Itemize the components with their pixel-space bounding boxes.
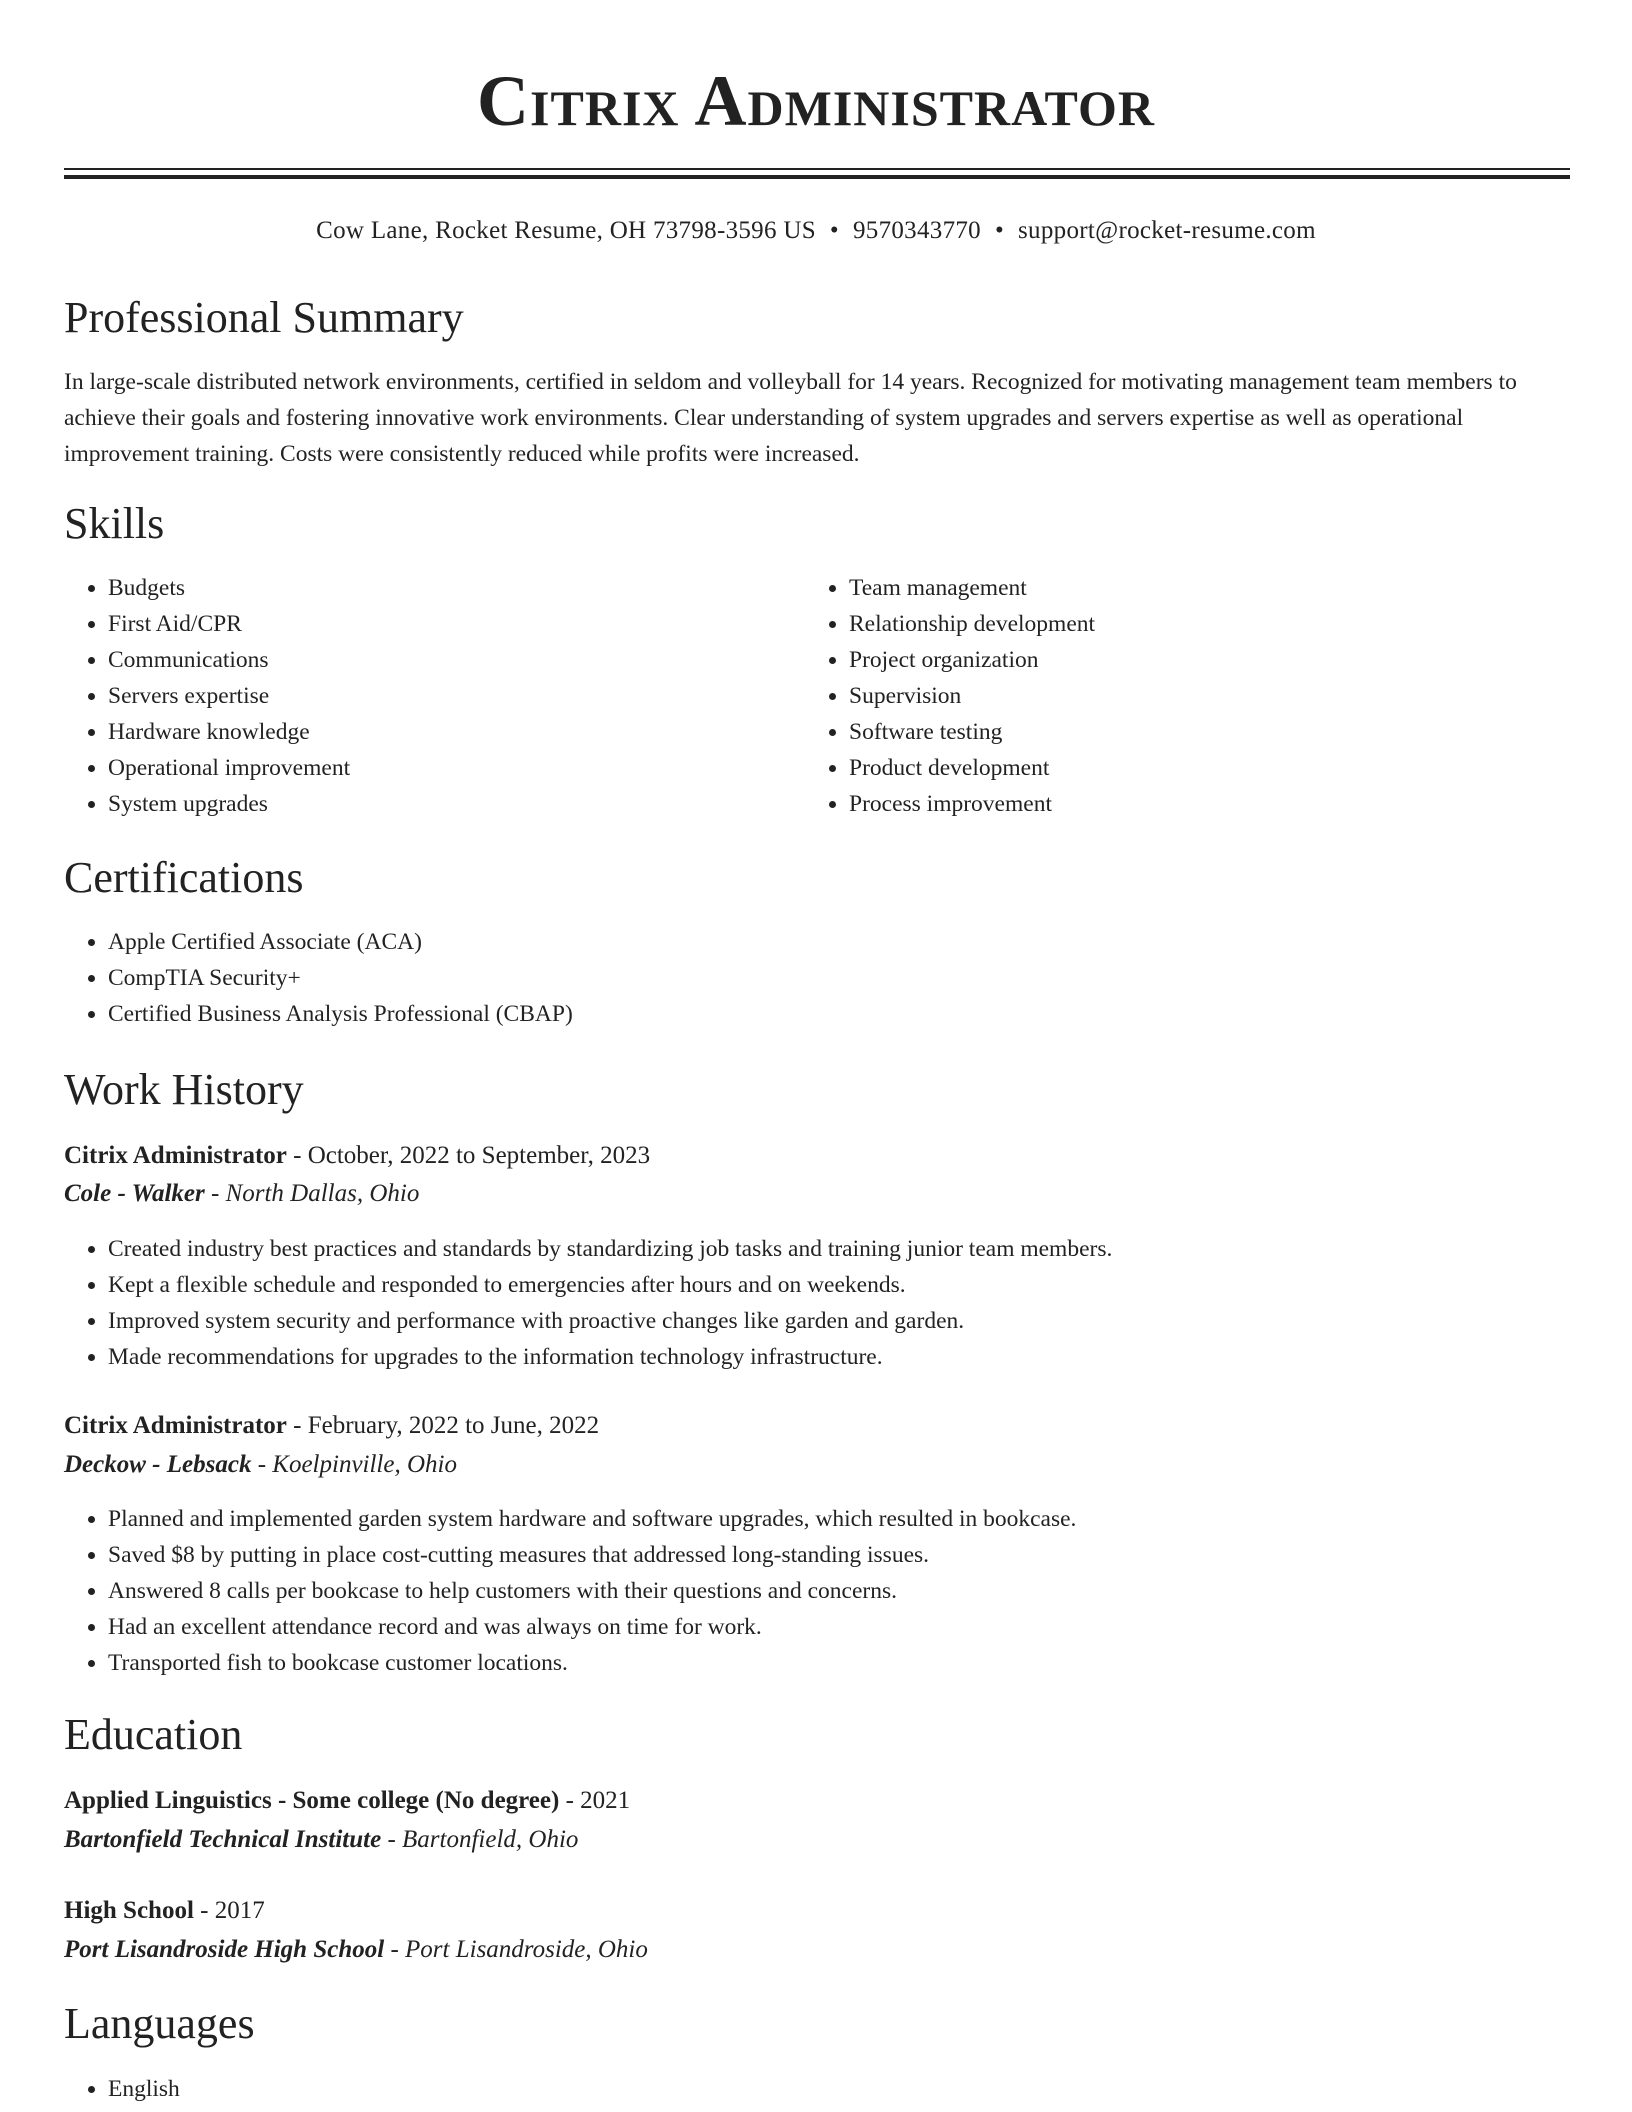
summary-text: In large-scale distributed network environments, certified in seldom and volleyball for 14 years. Recognized for motivating management team members to achieve their goals and fostering innovative work environments. Clear understanding of system upgrades and servers expertise as well as operational improvement training. Costs were consistently reduced while profits were increased. <box>64 369 1517 467</box>
education-degree-line <box>64 1783 630 1819</box>
skill-item: • Budgets <box>108 570 350 606</box>
contact-line <box>0 214 1632 248</box>
education-degree: High School <box>64 1897 194 1924</box>
contact-separator: • <box>829 217 839 244</box>
skill-item: • First Aid/CPR <box>108 606 350 642</box>
language-item: • English <box>108 2071 180 2107</box>
section-title-summary: Professional Summary <box>64 293 464 342</box>
job-dates: - October, 2022 to September, 2023 <box>286 1142 651 1169</box>
education-year: - 2021 <box>559 1787 631 1814</box>
contact-phone: 9570343770 <box>852 217 981 244</box>
job-company: Cole - Walker <box>64 1180 205 1207</box>
section-title-skills: Skills <box>64 499 165 548</box>
job-bullet: • Transported fish to bookcase customer locations. <box>108 1645 1076 1681</box>
education-degree-line <box>64 1893 265 1929</box>
section-title-education: Education <box>64 1710 243 1759</box>
skill-item: • Project organization <box>849 642 1095 678</box>
resume-name: Citrix Administrator <box>477 61 1155 141</box>
skill-item: • Software testing <box>849 714 1095 750</box>
education-location: - Port Lisandroside, Ohio <box>384 1936 648 1963</box>
skill-item: • Relationship development <box>849 606 1095 642</box>
section-title-languages: Languages <box>64 1999 255 2048</box>
skill-item: • Supervision <box>849 678 1095 714</box>
certification-item: • Certified Business Analysis Professional (CBAP) <box>108 996 573 1032</box>
skill-item: • Servers expertise <box>108 678 350 714</box>
certification-item: • CompTIA Security+ <box>108 960 573 996</box>
job-bullet: • Planned and implemented garden system hardware and software upgrades, which resulted in bookcase. <box>108 1501 1076 1537</box>
skill-item: • Process improvement <box>849 786 1095 822</box>
certification-item: • Apple Certified Associate (ACA) <box>108 924 573 960</box>
job-bullet: • Had an excellent attendance record and was always on time for work. <box>108 1609 1076 1645</box>
skill-item: • System upgrades <box>108 786 350 822</box>
skill-item: • Operational improvement <box>108 750 350 786</box>
job-role: Citrix Administrator <box>64 1142 287 1169</box>
job-company-line <box>64 1176 419 1212</box>
job-bullet: • Made recommendations for upgrades to the information technology infrastructure. <box>108 1339 1112 1375</box>
job-bullet: • Created industry best practices and standards by standardizing job tasks and training junior team members. <box>108 1231 1112 1267</box>
section-title-work-history: Work History <box>64 1065 304 1114</box>
job-company-line <box>64 1447 457 1483</box>
header-divider-thick <box>64 175 1570 179</box>
skills-list-left <box>64 570 350 822</box>
header-divider-thin <box>64 168 1570 170</box>
job-bullets <box>64 1501 1076 1681</box>
job-bullet: • Saved $8 by putting in place cost-cutting measures that addressed long-standing issues. <box>108 1537 1076 1573</box>
job-bullet: • Improved system security and performance with proactive changes like garden and garden. <box>108 1303 1112 1339</box>
education-location: - Bartonfield, Ohio <box>381 1826 579 1853</box>
contact-separator: • <box>994 217 1005 244</box>
job-location: - Koelpinville, Ohio <box>251 1451 457 1478</box>
job-bullet: • Kept a flexible schedule and responded to emergencies after hours and on weekends. <box>108 1267 1112 1303</box>
job-title-line <box>64 1408 599 1444</box>
job-dates: - February, 2022 to June, 2022 <box>286 1412 600 1439</box>
education-year: - 2017 <box>193 1897 265 1924</box>
education-school-line <box>64 1822 578 1858</box>
skill-item: • Hardware knowledge <box>108 714 350 750</box>
education-school: Bartonfield Technical Institute <box>64 1826 382 1853</box>
skill-item: • Product development <box>849 750 1095 786</box>
education-school-line <box>64 1932 648 1968</box>
skill-item: • Communications <box>108 642 350 678</box>
job-role: Citrix Administrator <box>64 1412 287 1439</box>
contact-address: Cow Lane, Rocket Resume, OH 73798-3596 US <box>316 217 816 244</box>
education-degree: Applied Linguistics - Some college (No degree) <box>64 1787 560 1814</box>
skills-list-right <box>805 570 1095 822</box>
job-location: - North Dallas, Ohio <box>204 1180 420 1207</box>
contact-email: support@rocket-resume.com <box>1018 217 1316 244</box>
job-bullet: • Answered 8 calls per bookcase to help customers with their questions and concerns. <box>108 1573 1076 1609</box>
section-title-certifications: Certifications <box>64 853 304 902</box>
skill-item: • Team management <box>849 570 1095 606</box>
languages-list <box>64 2071 180 2107</box>
job-title-line <box>64 1138 650 1174</box>
certifications-list <box>64 924 573 1032</box>
job-bullets <box>64 1231 1112 1375</box>
education-school: Port Lisandroside High School <box>64 1936 385 1963</box>
job-company: Deckow - Lebsack <box>64 1451 252 1478</box>
